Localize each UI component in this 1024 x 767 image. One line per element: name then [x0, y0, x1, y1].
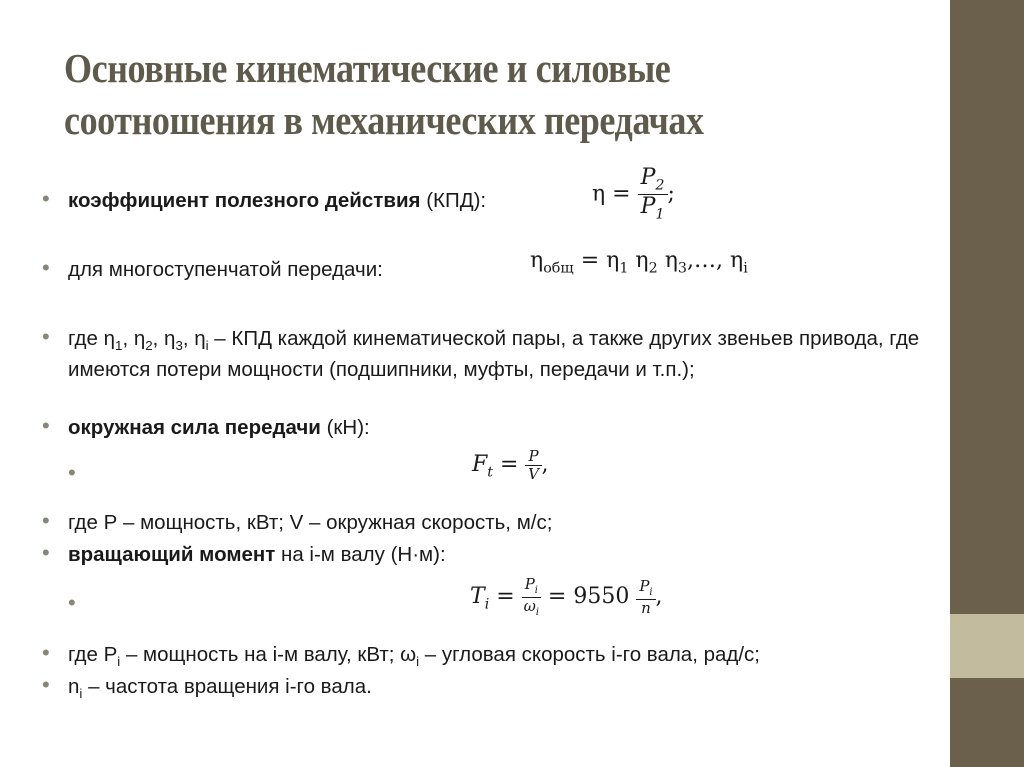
torque-constant: = 9550: [547, 584, 630, 610]
force-denominator: V: [528, 464, 539, 483]
force-numerator: P: [525, 448, 541, 466]
where-pi-omega: ω: [400, 643, 417, 666]
torque-rest: на i-м валу (Н·м):: [275, 543, 446, 566]
multistage-item: для многоступенчатой передачи:: [68, 258, 383, 281]
efficiency-formula: [592, 166, 675, 223]
ni-end: – частота вращения i-го вала.: [82, 675, 372, 698]
bullet: •: [42, 508, 50, 533]
p1-subscript: 1: [655, 206, 665, 223]
title-line-2: соотношения в механических передачах: [64, 97, 704, 143]
force-label: окружная сила передачи: [68, 416, 321, 439]
torque-subscript: i: [484, 596, 490, 613]
eta-symbol: η =: [592, 181, 631, 207]
where-pi-mid: – мощность на i-м валу, кВт;: [120, 643, 401, 666]
torque-label: вращающий момент: [68, 543, 276, 566]
eta-chain-start: = η: [573, 248, 620, 273]
p1-symbol: P: [640, 194, 656, 220]
bullet: •: [68, 590, 76, 615]
eta-total-symbol: η: [530, 248, 544, 273]
force-item: [68, 416, 938, 440]
torque-numerator-2: P: [639, 577, 650, 596]
multistage-formula: $\eta_{общ} = \eta_1$ $\eta_2$ $\eta_3,\dots$, $\eta_i$: [530, 248, 748, 277]
torque-item: [68, 543, 938, 567]
eta-total-subscript: общ: [543, 260, 574, 277]
force-rest: (кН):: [320, 416, 370, 439]
where-pi-end: – угловая скорость i-го вала, рад/с;: [419, 643, 761, 666]
where-eta-item: где $\eta_1$, $\eta_2$, $\eta_3$, $\eta_i$ – КПД каждой кинематической пары, а также других звеньев привода, где имеются потери мощности (подшипники, муфты, передачи и т.п.);: [68, 327, 920, 382]
bullet: •: [42, 255, 50, 280]
torque-formula: $T_i$ = $\frac{P_i}{\omega_i}$ = 9550 $\frac{P_i}{n}$ ,: [470, 575, 663, 618]
force-lhs: F: [472, 452, 488, 477]
torque-numerator-1: P: [524, 575, 535, 593]
sidebar-decoration: [950, 0, 1024, 767]
ni-item: $n_i$ – частота вращения i-го вала.: [68, 675, 372, 702]
where-p-item: где Р – мощность, кВт; V – окружная скорость, м/с;: [68, 511, 553, 534]
torque-denominator-2: n: [641, 598, 651, 617]
where-pi-start: где Р: [68, 643, 118, 666]
bullet: •: [42, 324, 50, 349]
efficiency-label: коэффициент полезного действия: [68, 189, 421, 212]
p2-symbol: P: [640, 165, 656, 190]
slide-title: [64, 42, 821, 146]
force-subscript: t: [487, 464, 494, 481]
title-line-1: Основные кинематические и силовые: [64, 45, 671, 91]
where-eta-start: где η: [68, 327, 116, 350]
efficiency-item: [68, 189, 938, 213]
bullet: •: [42, 672, 50, 697]
torque-fraction-1: $\frac{P_i}{\omega_i}$: [523, 575, 539, 618]
efficiency-rest: (КПД):: [420, 189, 487, 212]
torque-fraction-2: $\frac{P_i}{n}$: [636, 578, 655, 616]
torque-lhs: T: [470, 584, 485, 610]
p2-subscript: 2: [655, 177, 665, 194]
bullet: •: [42, 540, 50, 565]
force-fraction: [525, 448, 541, 482]
bullet: •: [42, 186, 50, 211]
efficiency-separator: ;: [667, 181, 675, 207]
sidebar-band: [950, 614, 1024, 678]
force-formula: $F_t$ = $\frac{P}{V}$ ,: [472, 447, 549, 483]
bullet: •: [42, 413, 50, 438]
torque-denominator-1: ω: [523, 596, 536, 615]
where-pi-item: где $Р_i$ – мощность на i-м валу, кВт; $\omega_i$ – угловая скорость i-го вала, рад/с;: [68, 643, 761, 670]
where-eta-rest: – КПД каждой кинематической пары, а также других звеньев привода, где имеются потери мощности (подшипники, муфты, передачи и т.п.);: [68, 327, 920, 382]
bullet: •: [42, 640, 50, 665]
efficiency-fraction: [638, 166, 668, 223]
ni-start: n: [68, 675, 80, 698]
bullet: •: [68, 460, 76, 485]
